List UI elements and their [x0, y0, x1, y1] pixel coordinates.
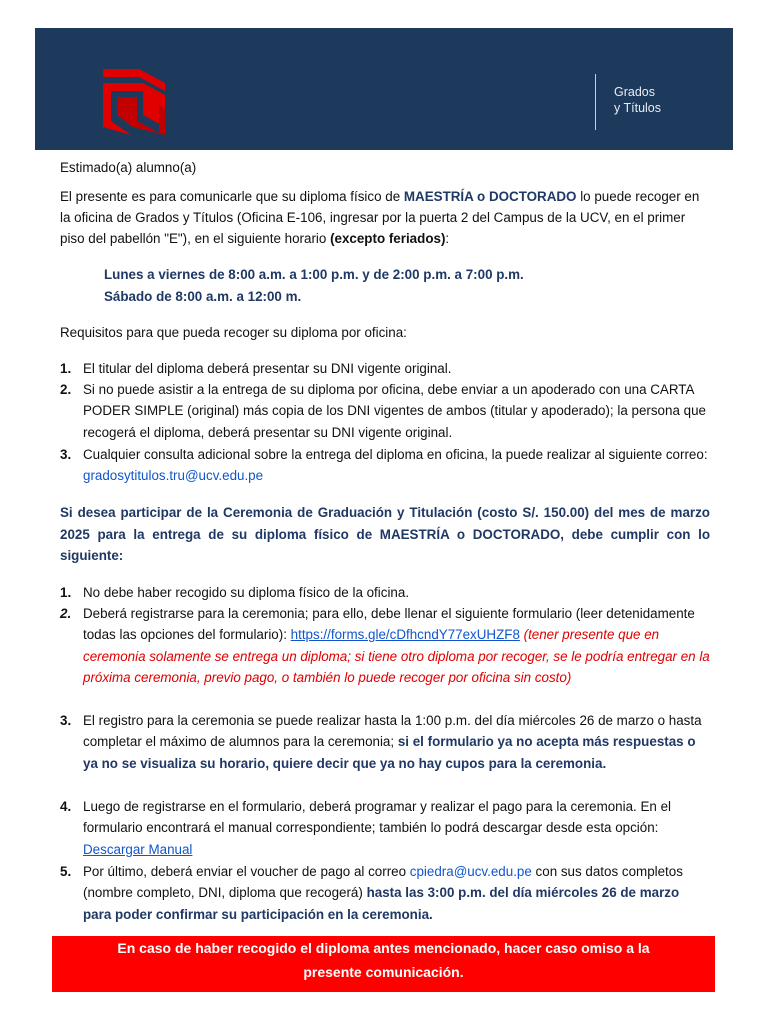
step-text-1: No debe haber recogido su diploma físico de la oficina. — [83, 585, 410, 600]
step-number-4: 4. — [60, 799, 72, 814]
requirement-number-1: 1. — [60, 361, 72, 376]
schedule-weekdays: Lunes a viernes de 8:00 a.m. a 1:00 p.m. y de 2:00 p.m. a 7:00 p.m. — [104, 267, 524, 282]
intro-text-b: lo puede recoger en la oficina de Grados y Títulos (Oficina E-106, ingresar por la puerta 2 del Campus de la UCV, en el primer piso del pabellón "E"), en el siguiente horario — [60, 189, 700, 246]
notice-line-1: En caso de haber recogido el diploma antes mencionado, hacer caso omiso a la — [117, 940, 650, 956]
intro-degree: MAESTRÍA o DOCTORADO — [403, 189, 577, 204]
contact-email-link[interactable]: gradosytitulos.tru@ucv.edu.pe — [83, 468, 264, 484]
step-item-5 — [60, 861, 710, 925]
step-2-warning: (tener presente que en ceremonia solamente se entrega un diploma; si tiene otro diploma por recoger, se le podría entregar en la próxima ceremonia, previo pago, o también lo puede recoger por oficina sin costo) — [83, 627, 710, 685]
step-number-2: 2. — [60, 606, 72, 621]
step-text-2-body: Deberá registrarse para la ceremonia; para ello, debe llenar el siguiente formulario (leer detenidamente todas las opciones del formulario): — [83, 606, 695, 643]
requirement-text-3-body: Cualquier consulta adicional sobre la entrega del diploma en oficina, la puede realizar al siguiente correo: — [83, 447, 708, 462]
requirement-text-1: El titular del diploma deberá presentar su DNI vigente original. — [83, 361, 452, 376]
step-text-5 — [83, 861, 710, 925]
step-item-4 — [60, 796, 710, 860]
registration-form-link[interactable]: https://forms.gle/cDfhcndY77exUHZF8 — [290, 627, 520, 643]
header-title-line2: y Títulos — [614, 101, 662, 115]
header-title-line1: Grados — [614, 85, 655, 99]
step-item-2 — [60, 603, 710, 688]
step-number-5: 5. — [60, 864, 72, 879]
notice-line-2: presente comunicación. — [303, 964, 464, 980]
step-text-3 — [83, 710, 710, 774]
step-text-3-body: El registro para la ceremonia se puede realizar hasta la 1:00 p.m. del día miércoles 26 de marzo o hasta completar el máximo de alumnos para la ceremonia; — [83, 713, 702, 750]
step-item-1 — [60, 582, 710, 603]
requirement-item-2 — [60, 379, 710, 443]
requirement-text-3 — [83, 444, 710, 487]
step-text-5-a: Por último, deberá enviar el voucher de pago al correo — [83, 864, 410, 879]
intro-except: (excepto feriados) — [330, 231, 446, 246]
requirement-number-3: 3. — [60, 447, 72, 462]
voucher-email-link[interactable]: cpiedra@ucv.edu.pe — [409, 864, 532, 879]
step-item-3 — [60, 710, 710, 774]
requirement-text-2: Si no puede asistir a la entrega de su diploma por oficina, debe enviar a un apoderado con una CARTA PODER SIMPLE (original) más copia de los DNI vigentes de ambos (titular y apoderado); la persona que recogerá el diploma, deberá presentar su DNI vigente original. — [83, 382, 706, 440]
schedule-saturday: Sábado de 8:00 a.m. a 12:00 m. — [104, 289, 302, 304]
header-title — [614, 84, 661, 116]
notice-banner — [52, 936, 715, 992]
intro-end: : — [445, 231, 450, 246]
greeting: Estimado(a) alumno(a) — [60, 160, 197, 175]
header-banner — [35, 28, 733, 150]
step-3-highlight: si el formulario ya no acepta más respuestas o ya no se visualiza su horario, quiere decir que ya no hay cupos para la ceremonia. — [83, 734, 696, 771]
step-text-4 — [83, 796, 710, 860]
step-5-deadline: hasta las 3:00 p.m. del día miércoles 26 de marzo para poder confirmar su participación en la ceremonia. — [83, 885, 680, 922]
requirement-item-1 — [60, 358, 710, 379]
intro-text-a: El presente es para comunicarle que su diploma físico de — [60, 189, 404, 204]
requirements-title: Requisitos para que pueda recoger su diploma por oficina: — [60, 325, 407, 340]
ceremony-intro: Si desea participar de la Ceremonia de Graduación y Titulación (costo S/. 150.00) del mes de marzo 2025 para la entrega de su diploma físico de MAESTRÍA o DOCTORADO, debe cumplir con lo siguiente: — [60, 505, 710, 563]
intro-paragraph — [60, 186, 710, 249]
step-number-3: 3. — [60, 713, 72, 728]
step-text-2 — [83, 603, 710, 688]
step-text-5-b: con sus datos completos (nombre completo, DNI, diploma que recogerá) — [83, 864, 683, 901]
download-manual-link[interactable]: Descargar Manual — [83, 841, 193, 857]
header-divider — [595, 74, 596, 130]
requirement-number-2: 2. — [60, 382, 72, 397]
step-number-1: 1. — [60, 585, 72, 600]
step-text-4-body: Luego de registrarse en el formulario, deberá programar y realizar el pago para la ceremonia. En el formulario encontrará el manual correspondiente; también lo podrá descargar desde esta opción: — [83, 799, 672, 836]
university-logo-icon — [103, 69, 165, 135]
requirement-item-3 — [60, 444, 710, 487]
